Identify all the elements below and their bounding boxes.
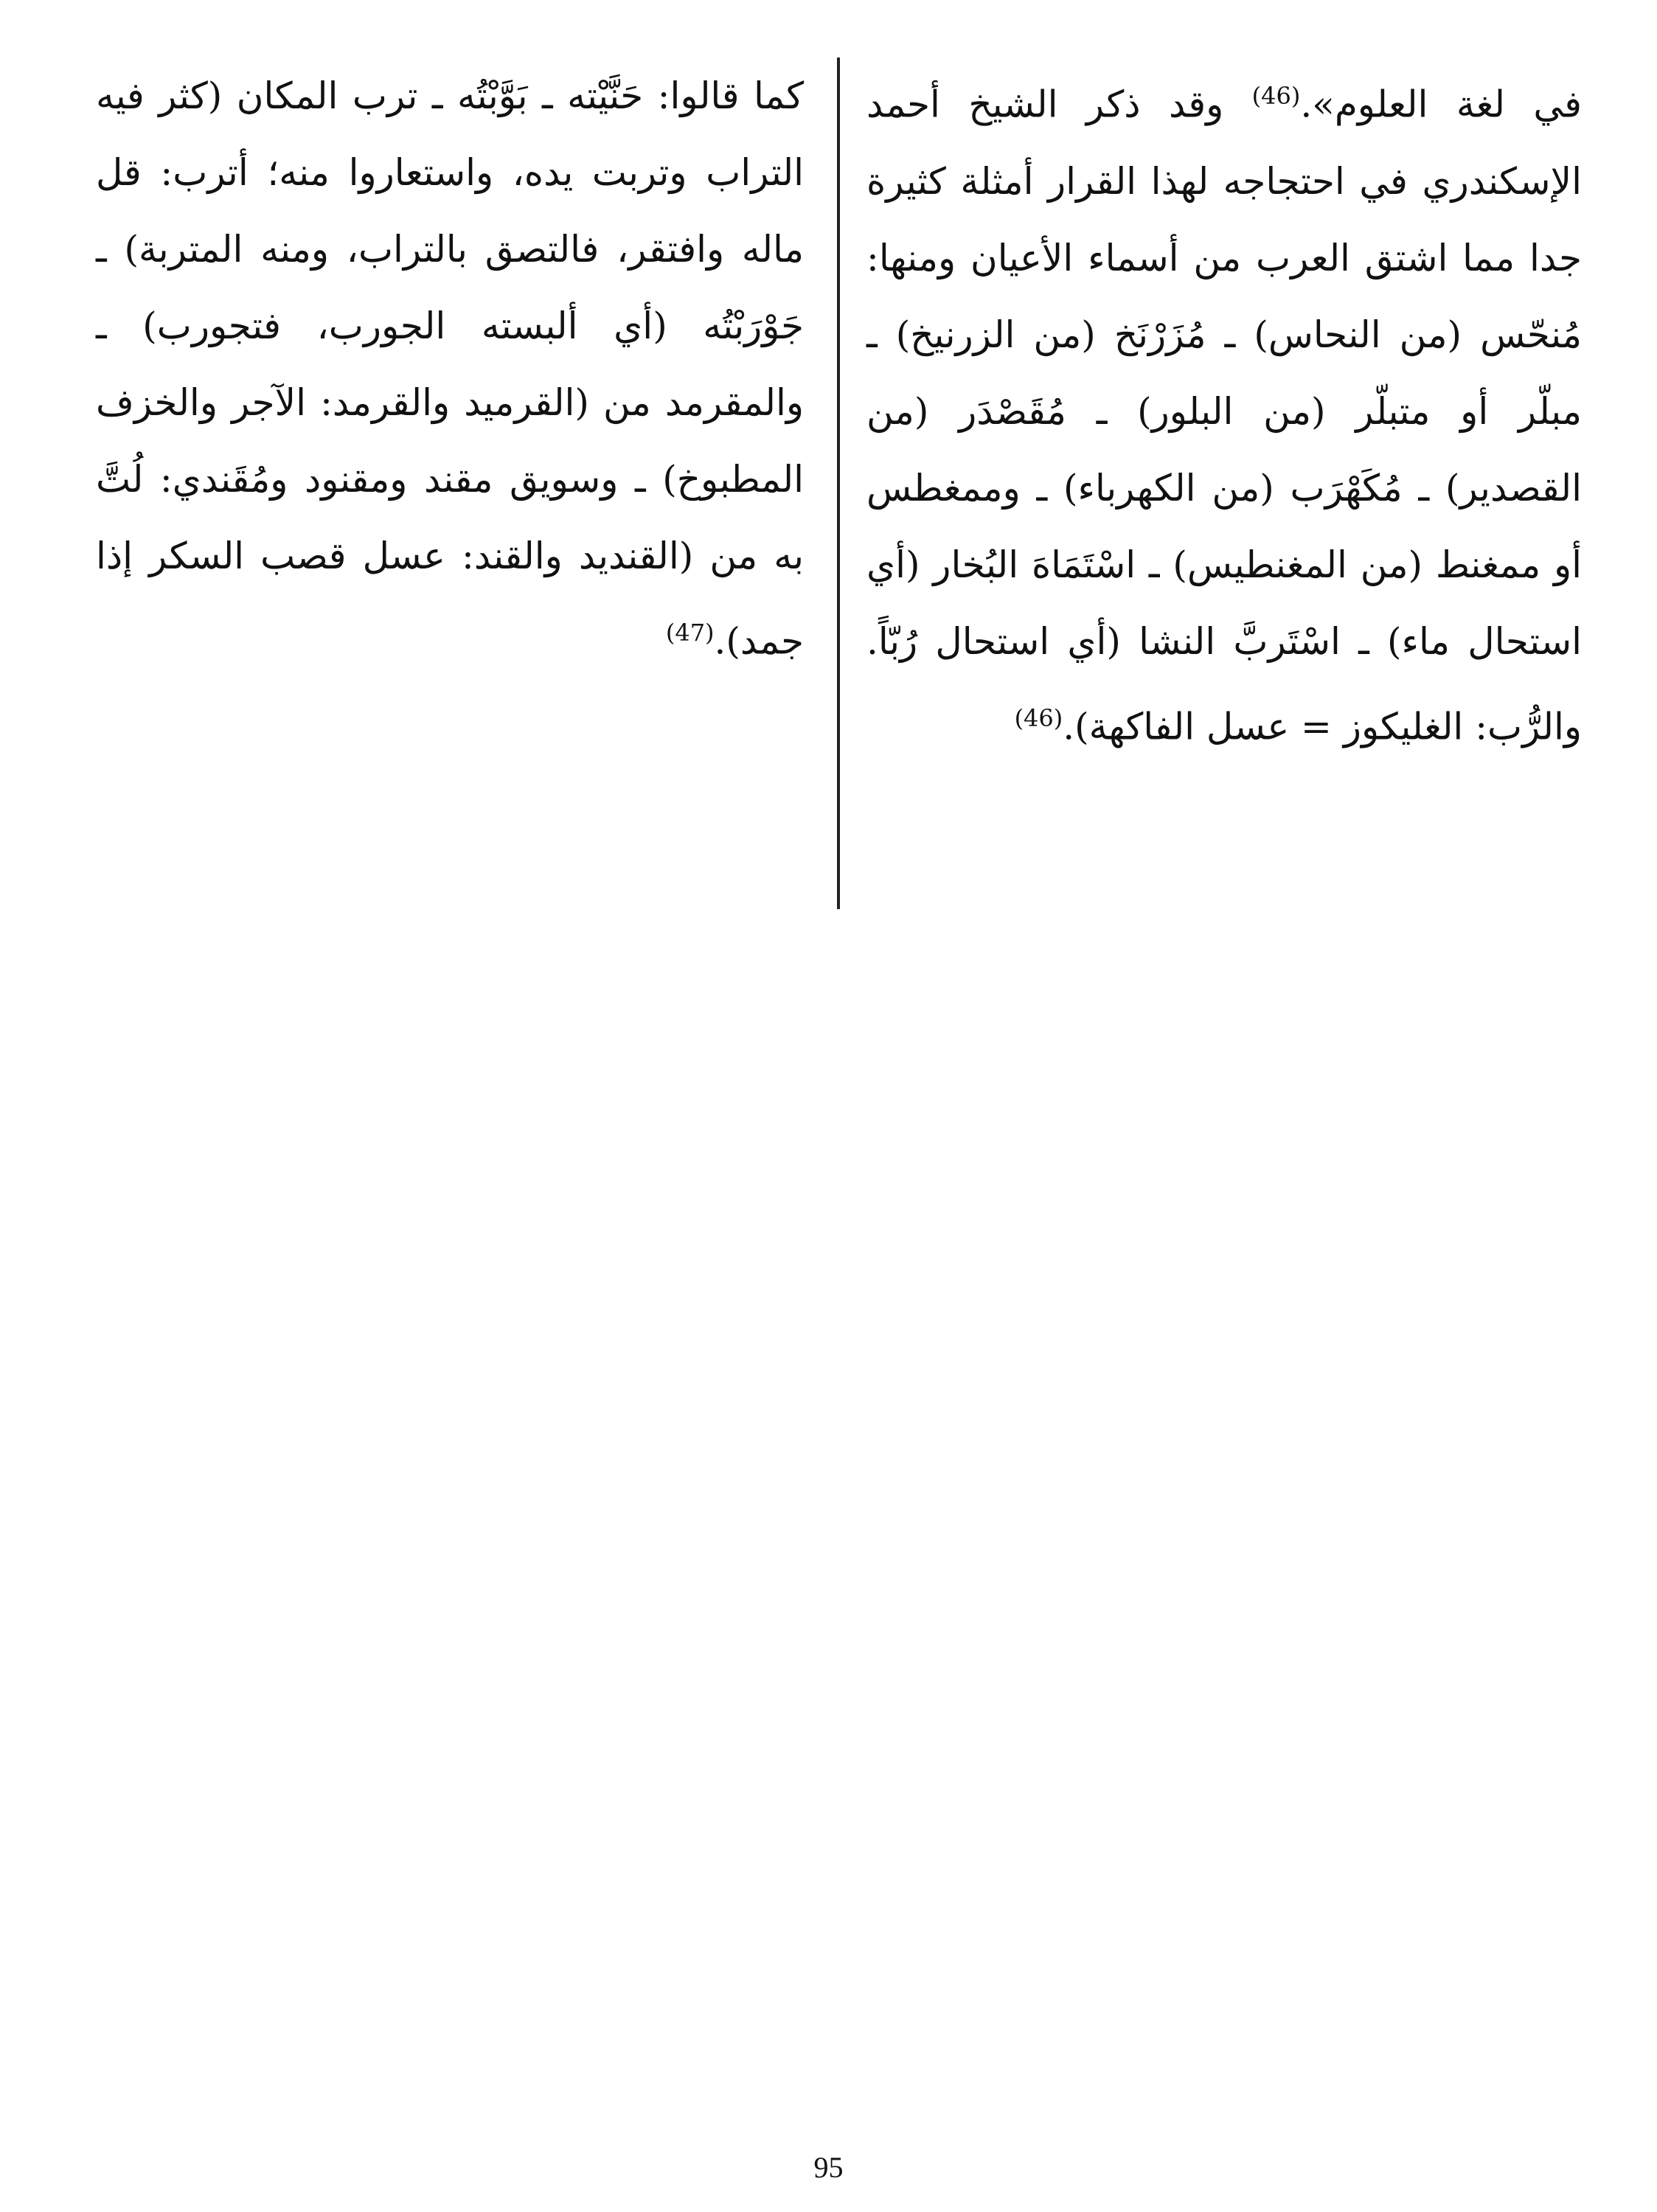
paragraph: [866, 58, 1582, 765]
paragraph: [96, 58, 804, 680]
left-text-column: [96, 58, 804, 680]
footnote-marker: (46): [1251, 82, 1301, 110]
column-divider: [837, 58, 840, 909]
text-run: كما قالوا: حَنَّيْته ـ بَوَّبْتُه ـ ترب المكان (كثر فيه التراب وتربت يده، واستعاروا منه؛ أترب: قل ماله وافتقر، فالتصق بالتراب، ومنه المتربة) ـ جَوْرَبْتُه (أي ألبسته الجورب، فتجورب) ـ والمقرمد من (القرميد والقرمد: الآجر والخزف المطبوخ) ـ وسويق مقند ومقنود ومُقَندي: لُتَّ به من (القنديد والقند: عسل قصب السكر إذا جمد).: [96, 74, 804, 663]
footnote-marker: (47): [665, 619, 715, 647]
text-run: وقد ذكر الشيخ أحمد الإسكندري في احتجاجه لهذا القرار أمثلة كثيرة جدا مما اشتق العرب من أسماء الأعيان ومنها: مُنحّس (من النحاس) ـ مُزَرْنَخ (من الزرنيخ) ـ مبلّر أو متبلّر (من البلور) ـ مُقَصْدَر (من القصدير) ـ مُكَهْرَب (من الكهرباء) ـ وممغطس أو ممغنط (من المغنطيس) ـ اسْتَمَاهَ البُخار (أي استحال ماء) ـ اسْتَربَّ النشا (أي استحال رُبّاً. والرُّب: الغليكوز = عسل الفاكهة).: [866, 83, 1582, 748]
footnote-marker: (46): [1014, 703, 1063, 732]
right-text-column: [866, 58, 1582, 765]
page-number: 95: [813, 2151, 844, 2184]
text-run: في لغة العلوم».: [1300, 83, 1582, 126]
